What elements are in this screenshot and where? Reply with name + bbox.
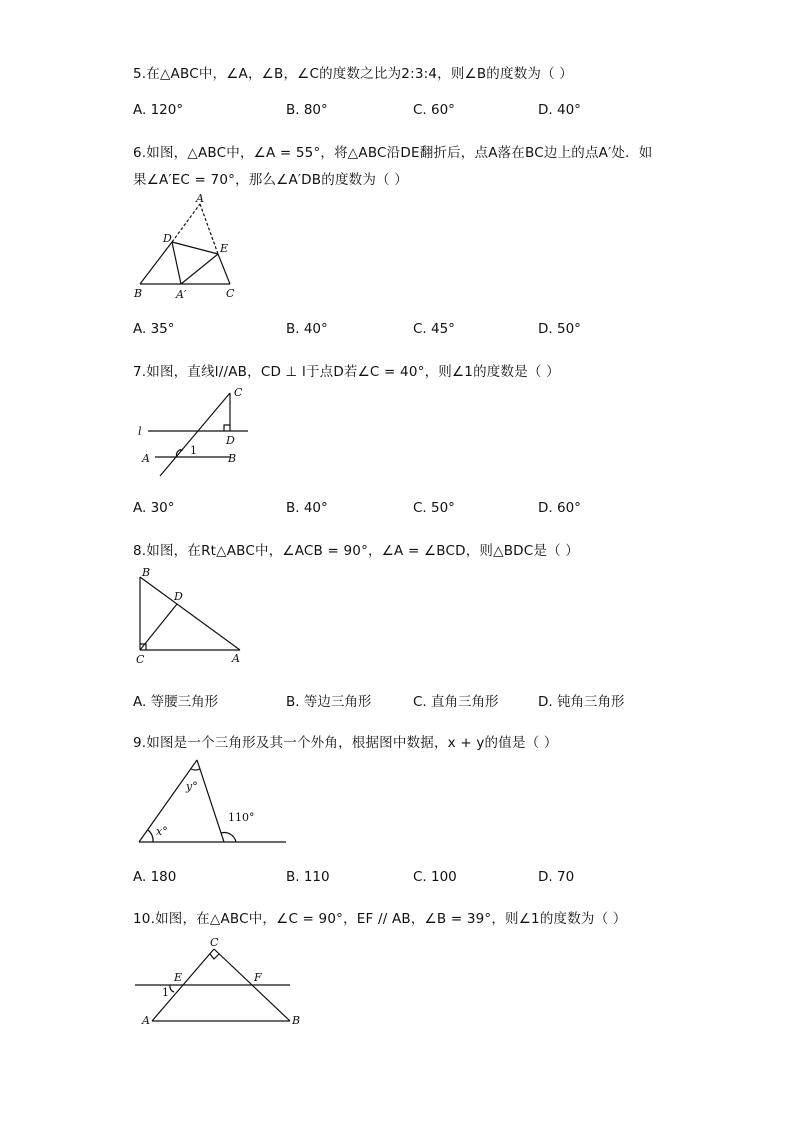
q5-option-d[interactable]: D. 40° bbox=[538, 102, 581, 118]
q9-option-d[interactable]: D. 70 bbox=[538, 869, 575, 885]
q7-label-d: D bbox=[226, 434, 235, 447]
question-5-stem: 5.在△ABC中，∠A，∠B，∠C的度数之比为2:3:4，则∠B的度数为（ ） bbox=[133, 66, 573, 82]
q8-label-c: C bbox=[136, 653, 145, 666]
question-6-stem-line2: 果∠A′EC = 70°，那么∠A′DB的度数为（ ） bbox=[133, 172, 408, 188]
question-10-stem: 10.如图，在△ABC中，∠C = 90°，EF // AB，∠B = 39°，则∠1的度数为（ ） bbox=[133, 911, 627, 927]
q6-figure bbox=[130, 190, 250, 305]
q6-label-c: C bbox=[226, 287, 235, 300]
q9-option-b[interactable]: B. 110 bbox=[286, 869, 330, 885]
q6-option-b[interactable]: B. 40° bbox=[286, 321, 328, 337]
q5-option-b[interactable]: B. 80° bbox=[286, 102, 328, 118]
question-6-stem-line1: 6.如图，△ABC中，∠A = 55°，将△ABC沿DE翻折后，点A落在BC边上的点A′处．如 bbox=[133, 145, 653, 161]
q6-label-e: E bbox=[220, 242, 229, 255]
q5-option-c[interactable]: C. 60° bbox=[413, 102, 455, 118]
q9-figure bbox=[130, 755, 295, 850]
question-9-stem: 9.如图是一个三角形及其一个外角，根据图中数据，x + y的值是（ ） bbox=[133, 735, 558, 751]
q7-label-1: 1 bbox=[190, 444, 197, 457]
q9-option-c[interactable]: C. 100 bbox=[413, 869, 457, 885]
q8-option-d[interactable]: D. 钝角三角形 bbox=[538, 694, 625, 710]
q9-label-x: x° bbox=[156, 825, 168, 838]
q10-label-f: F bbox=[254, 971, 262, 984]
q7-label-c: C bbox=[234, 386, 243, 399]
q7-label-b: B bbox=[228, 452, 237, 465]
q8-figure bbox=[130, 565, 250, 670]
q7-option-d[interactable]: D. 60° bbox=[538, 500, 581, 516]
q10-label-e: E bbox=[174, 971, 183, 984]
q10-label-a: A bbox=[142, 1014, 150, 1027]
q6-option-d[interactable]: D. 50° bbox=[538, 321, 581, 337]
q7-label-a: A bbox=[142, 452, 150, 465]
q7-option-b[interactable]: B. 40° bbox=[286, 500, 328, 516]
q7-option-a[interactable]: A. 30° bbox=[133, 500, 175, 516]
q9-label-110: 110° bbox=[228, 811, 255, 824]
q10-figure bbox=[130, 933, 305, 1033]
q8-option-b[interactable]: B. 等边三角形 bbox=[286, 694, 372, 710]
q6-option-a[interactable]: A. 35° bbox=[133, 321, 175, 337]
q8-label-b: B bbox=[142, 566, 151, 579]
q6-label-d: D bbox=[163, 232, 172, 245]
q8-label-a: A bbox=[232, 652, 240, 665]
q7-figure bbox=[130, 384, 260, 479]
q6-option-c[interactable]: C. 45° bbox=[413, 321, 455, 337]
q10-label-b: B bbox=[292, 1014, 301, 1027]
q7-label-l: l bbox=[138, 425, 142, 438]
q10-label-c: C bbox=[210, 936, 219, 949]
q9-option-a[interactable]: A. 180 bbox=[133, 869, 177, 885]
question-8-stem: 8.如图，在Rt△ABC中，∠ACB = 90°，∠A = ∠BCD，则△BDC是（ ） bbox=[133, 543, 579, 559]
q6-label-a-prime: A′ bbox=[176, 288, 187, 301]
q8-option-a[interactable]: A. 等腰三角形 bbox=[133, 694, 219, 710]
q5-option-a[interactable]: A. 120° bbox=[133, 102, 184, 118]
q9-label-y: y° bbox=[186, 780, 198, 793]
q6-label-a: A bbox=[196, 192, 204, 205]
q6-label-b: B bbox=[134, 287, 143, 300]
q8-label-d: D bbox=[174, 590, 183, 603]
q7-option-c[interactable]: C. 50° bbox=[413, 500, 455, 516]
q10-label-1: 1 bbox=[162, 986, 169, 999]
q8-option-c[interactable]: C. 直角三角形 bbox=[413, 694, 499, 710]
question-7-stem: 7.如图，直线l//AB，CD ⊥ l于点D若∠C = 40°，则∠1的度数是（ ） bbox=[133, 364, 560, 380]
